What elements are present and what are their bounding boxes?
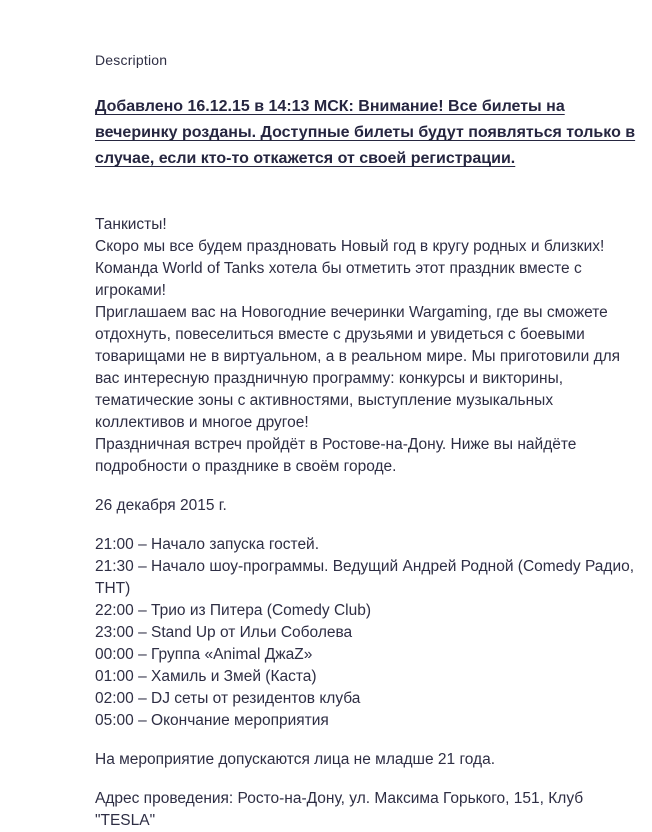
intro-paragraph xyxy=(95,214,640,478)
intro-line: Команда World of Tanks хотела бы отметить этот праздник вместе с игроками! xyxy=(95,260,582,299)
schedule-item: 23:00 – Stand Up от Ильи Соболева xyxy=(95,624,353,641)
age-restriction-note: На мероприятие допускаются лица не младше 21 года. xyxy=(95,751,496,768)
description-content xyxy=(95,52,640,832)
schedule-item: 02:00 – DJ сеты от резидентов клуба xyxy=(95,690,361,707)
schedule-item: 01:00 – Хамиль и Змей (Каста) xyxy=(95,668,317,685)
schedule-item: 05:00 – Окончание мероприятия xyxy=(95,712,329,729)
intro-line: Скоро мы все будем праздновать Новый год в кругу родных и близких! xyxy=(95,238,605,255)
intro-line: Приглашаем вас на Новогодние вечеринки Wargaming, где вы сможете отдохнуть, повеселиться вместе с друзьями и увидеться с боевыми товарищами не в виртуальном, а в реальном мире. Мы приготовили для вас интересную праздничную программу: конкурсы и викторины, тематические зоны с активностями, выступление музыкальных коллективов и многое другое! xyxy=(95,304,621,431)
ticket-availability-notice: Добавлено 16.12.15 в 14:13 МСК: Внимание! Все билеты на вечеринку розданы. Доступные билеты будут появляться только в случае, если кто-то откажется от своей регистрации. xyxy=(95,98,636,167)
venue-address: Адрес проведения: Росто-на-Дону, ул. Максима Горького, 151, Клуб "TESLA" xyxy=(95,790,584,829)
schedule-item: 21:00 – Начало запуска гостей. xyxy=(95,536,320,553)
schedule-item: 22:00 – Трио из Питера (Comedy Club) xyxy=(95,602,372,619)
intro-line: Праздничная встреч пройдёт в Ростове-на-Дону. Ниже вы найдёте подробности о празднике в своём городе. xyxy=(95,436,577,475)
schedule-item: 21:30 – Начало шоу-программы. Ведущий Андрей Родной (Comedy Радио, ТНТ) xyxy=(95,558,635,597)
event-date-heading: 26 декабря 2015 г. xyxy=(95,497,227,514)
section-title: Description xyxy=(95,52,168,68)
intro-line: Танкисты! xyxy=(95,216,167,233)
schedule-item: 00:00 – Группа «Animal ДжаZ» xyxy=(95,646,313,663)
event-schedule xyxy=(95,534,640,732)
